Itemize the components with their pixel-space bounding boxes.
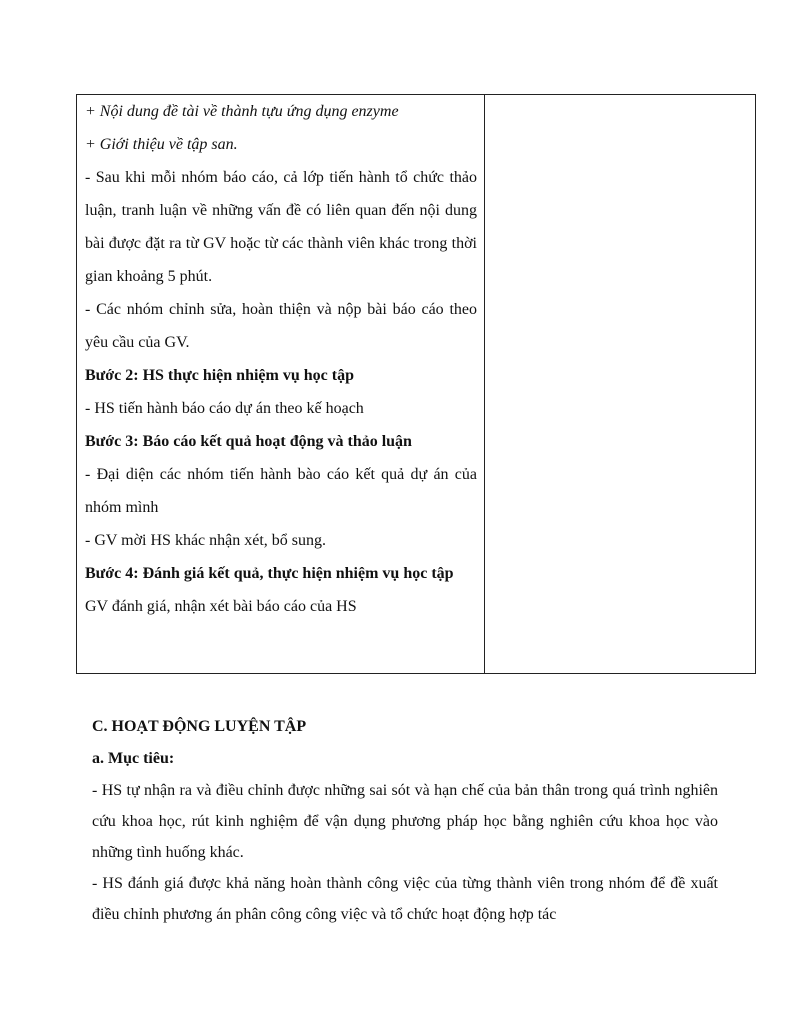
- left-cell: [77, 95, 485, 674]
- content-line: - Sau khi mỗi nhóm báo cáo, cả lớp tiến hành tổ chức thảo luận, tranh luận về những vấn đề có liên quan đến nội dung bài được đặt ra từ GV hoặc từ các thành viên khác trong thời gian khoảng 5 phút.: [85, 169, 477, 285]
- content-line: + Giới thiệu về tập san.: [85, 136, 238, 153]
- step-heading: Bước 2: HS thực hiện nhiệm vụ học tập: [85, 367, 354, 384]
- content-line: - HS tiến hành báo cáo dự án theo kế hoạch: [85, 400, 364, 417]
- practice-section: [92, 711, 718, 930]
- right-cell: [485, 95, 756, 674]
- activity-table: [76, 94, 756, 674]
- section-heading: C. HOẠT ĐỘNG LUYỆN TẬP: [92, 718, 307, 735]
- left-cell-content: [77, 95, 484, 623]
- section-subheading: a. Mục tiêu:: [92, 750, 175, 767]
- content-line: - Đại diện các nhóm tiến hành bào cáo kết quả dự án của nhóm mình: [85, 466, 477, 516]
- content-line: + Nội dung đề tài về thành tựu ứng dụng enzyme: [85, 103, 399, 120]
- step-heading: Bước 3: Báo cáo kết quả hoạt động và thảo luận: [85, 433, 412, 450]
- section-paragraph: - HS tự nhận ra và điều chỉnh được những sai sót và hạn chế của bản thân trong quá trình nghiên cứu khoa học, rút kinh nghiệm để vận dụng phương pháp học bằng nghiên cứu khoa học vào những tình huống khác.: [92, 782, 718, 861]
- table-row: [77, 95, 756, 674]
- step-heading: Bước 4: Đánh giá kết quả, thực hiện nhiệm vụ học tập: [85, 565, 454, 582]
- content-line: GV đánh giá, nhận xét bài báo cáo của HS: [85, 598, 357, 615]
- section-paragraph: - HS đánh giá được khả năng hoàn thành công việc của từng thành viên trong nhóm để đề xuất điều chỉnh phương án phân công công việc và tổ chức hoạt động hợp tác: [92, 875, 718, 923]
- content-line: - Các nhóm chỉnh sửa, hoàn thiện và nộp bài báo cáo theo yêu cầu của GV.: [85, 301, 477, 351]
- content-line: - GV mời HS khác nhận xét, bổ sung.: [85, 532, 327, 549]
